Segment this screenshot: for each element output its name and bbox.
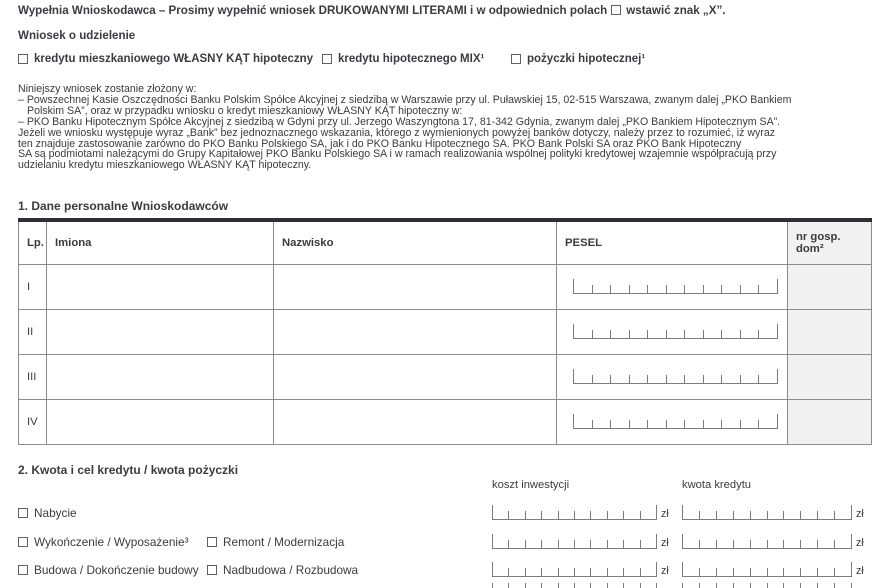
intro-line: SA są podmiotami należącymi do Grupy Kapitałowej PKO Banku Polskiego SA i w ramach realizowania wspólnej polityki kredytowej wzajemnie współpracują przy — [18, 148, 777, 161]
intro-line: udzielaniu kredytu mieszkaniowego WŁASNY KĄT hipoteczny. — [18, 159, 312, 172]
currency-label: zł — [661, 565, 669, 577]
purpose-nadbudowa-label: Nadbudowa / Rozbudowa — [223, 563, 359, 577]
pesel-comb-field[interactable] — [573, 324, 778, 339]
currency-label: zł — [661, 508, 669, 520]
section1-title: 1. Dane personalne Wnioskodawców — [18, 199, 229, 213]
form-instruction-text-before: Wypełnia Wnioskodawca – Prosimy wypełnić wniosek DRUKOWANYMI LITERAMI i w odpowiednich polach — [18, 4, 608, 17]
currency-label: zł — [856, 537, 864, 549]
section2-title: 2. Kwota i cel kredytu / kwota pożyczki — [18, 463, 239, 477]
pesel-cell[interactable] — [557, 354, 788, 399]
table-header-row — [19, 220, 872, 264]
purpose-budowa[interactable] — [18, 563, 199, 577]
col-header-pesel: PESEL — [557, 220, 788, 264]
amount-header-kwota-kredytu: kwota kredytu — [682, 479, 752, 491]
purpose-row-nabycie — [0, 503, 881, 525]
purpose-wykonczenie-checkbox[interactable] — [18, 537, 28, 547]
purpose-nabycie-label: Nabycie — [34, 506, 77, 520]
loan-option-mix-label: kredytu hipotecznego MIX¹ — [338, 53, 485, 65]
imiona-cell[interactable] — [47, 354, 274, 399]
loan-option-wlasny-kat[interactable] — [18, 53, 313, 65]
pesel-comb-field[interactable] — [573, 369, 778, 384]
form-instruction — [18, 4, 868, 17]
purpose-nadbudowa[interactable] — [207, 563, 358, 577]
imiona-cell[interactable] — [47, 399, 274, 444]
intro-paragraph — [18, 84, 870, 171]
purpose-remont-label: Remont / Modernizacja — [223, 535, 345, 549]
household-cell[interactable] — [788, 264, 872, 309]
intro-line: Polskim SA”, oraz w przypadku wniosku o kredyt mieszkaniowy WŁASNY KĄT hipoteczny w: — [27, 104, 463, 117]
household-cell[interactable] — [788, 399, 872, 444]
imiona-cell[interactable] — [47, 309, 274, 354]
loan-option-wlasny-kat-checkbox[interactable] — [18, 54, 28, 64]
purpose-nabycie-checkbox[interactable] — [18, 508, 28, 518]
purpose-nadbudowa-checkbox[interactable] — [207, 565, 217, 575]
nazwisko-cell[interactable] — [274, 354, 557, 399]
intro-line: ten znajduje zastosowanie zarówno do PKO Banku Polskiego SA, jak i do PKO Banku Hipotecznego SA. PKO Bank Polski SA oraz PKO Bank Hipoteczny — [18, 137, 742, 150]
purpose-wykonczenie-label: Wykończenie / Wyposażenie³ — [34, 535, 189, 549]
col-header-nazwisko: Nazwisko — [274, 220, 557, 264]
row-number: I — [19, 264, 47, 309]
loan-option-mix-checkbox[interactable] — [322, 54, 332, 64]
currency-label: zł — [856, 565, 864, 577]
col-header-lp: Lp. — [19, 220, 47, 264]
purpose-row-budowa — [0, 560, 881, 582]
kwota-kredytu-comb-field[interactable] — [682, 562, 852, 577]
table-row — [19, 264, 872, 309]
purpose-remont-checkbox[interactable] — [207, 537, 217, 547]
nazwisko-cell[interactable] — [274, 399, 557, 444]
currency-label: zł — [661, 537, 669, 549]
row-number: II — [19, 309, 47, 354]
applicants-table — [18, 218, 872, 445]
pesel-cell[interactable] — [557, 264, 788, 309]
loan-option-wlasny-kat-label: kredytu mieszkaniowego WŁASNY KĄT hipoteczny — [34, 53, 314, 65]
purpose-nabycie[interactable] — [18, 506, 77, 520]
partial-comb-field[interactable] — [492, 583, 657, 588]
loan-option-pozyczka-label: pożyczki hipotecznej¹ — [527, 53, 646, 65]
household-cell[interactable] — [788, 354, 872, 399]
koszt-inwestycji-comb-field[interactable] — [492, 534, 657, 549]
application-type-heading: Wniosek o udzielenie — [18, 29, 136, 42]
intro-line: – PKO Banku Hipotecznym Spółce Akcyjnej z siedzibą w Gdyni przy ul. Jerzego Waszyngtona 17, 81-342 Gdynia, zwanym dalej „PKO Bankiem Hipotecznym SA”. — [18, 115, 781, 128]
pesel-comb-field[interactable] — [573, 279, 778, 294]
household-cell[interactable] — [788, 309, 872, 354]
nazwisko-cell[interactable] — [274, 264, 557, 309]
currency-label: zł — [856, 508, 864, 520]
imiona-cell[interactable] — [47, 264, 274, 309]
pesel-cell[interactable] — [557, 399, 788, 444]
row-number: III — [19, 354, 47, 399]
loan-option-pozyczka[interactable] — [511, 53, 645, 65]
x-mark-checkbox[interactable] — [611, 5, 621, 15]
col-header-nr-gosp-dom: nr gosp. dom² — [788, 220, 872, 264]
row-number: IV — [19, 399, 47, 444]
partial-comb-field[interactable] — [682, 583, 852, 588]
pesel-cell[interactable] — [557, 309, 788, 354]
intro-line: Jeżeli we wniosku występuje wyraz „Bank” bez jednoznacznego wskazania, którego z wymienionych powyżej banków dotyczy, należy przez to rozumieć, iż wyraz — [18, 126, 776, 139]
purpose-wykonczenie[interactable] — [18, 535, 189, 549]
table-row — [19, 399, 872, 444]
intro-line: – Powszechnej Kasie Oszczędności Banku Polskim Spółce Akcyjnej z siedzibą w Warszawie przy ul. Puławskiej 15, 02-515 Warszawa, zwanym dalej „PKO Bankiem — [18, 93, 792, 106]
koszt-inwestycji-comb-field[interactable] — [492, 562, 657, 577]
loan-option-mix[interactable] — [322, 53, 484, 65]
kwota-kredytu-comb-field[interactable] — [682, 534, 852, 549]
koszt-inwestycji-comb-field[interactable] — [492, 505, 657, 520]
purpose-row-wykonczenie — [0, 532, 881, 554]
pesel-comb-field[interactable] — [573, 414, 778, 429]
purpose-budowa-checkbox[interactable] — [18, 565, 28, 575]
col-header-imiona: Imiona — [47, 220, 274, 264]
nazwisko-cell[interactable] — [274, 309, 557, 354]
purpose-budowa-label: Budowa / Dokończenie budowy — [34, 563, 199, 577]
purpose-remont[interactable] — [207, 535, 344, 549]
table-row — [19, 354, 872, 399]
amount-header-koszt-inwestycji: koszt inwestycji — [492, 479, 570, 491]
kwota-kredytu-comb-field[interactable] — [682, 505, 852, 520]
form-instruction-text-after: wstawić znak „X”. — [626, 4, 726, 17]
loan-option-pozyczka-checkbox[interactable] — [511, 54, 521, 64]
intro-line: Niniejszy wniosek zostanie złożony w: — [18, 83, 197, 95]
table-row — [19, 309, 872, 354]
